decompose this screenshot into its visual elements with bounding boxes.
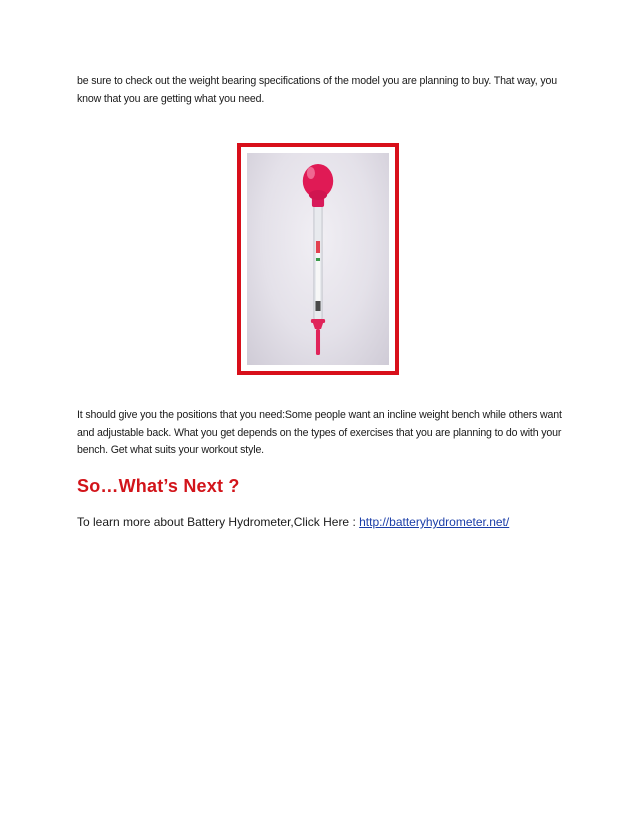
float-green-band — [316, 258, 320, 261]
product-image-frame — [237, 143, 399, 375]
intro-paragraph: be sure to check out the weight bearing specifications of the model you are planning to buy. That way, you know that you are getting what you need. — [77, 75, 557, 105]
section-heading: So…What’s Next ? — [77, 476, 240, 496]
bulb-neck — [309, 190, 327, 200]
product-image-mat — [241, 147, 395, 371]
float-dark-weight — [315, 301, 320, 311]
hydrometer-image — [247, 153, 389, 365]
nozzle-taper — [313, 323, 323, 329]
positions-paragraph: It should give you the positions that you need:Some people want an incline weight bench while others want and adjustable back. What you get depends on the types of exercises that you are planning to do with your bench. Get what suits your workout style. — [77, 409, 562, 456]
float-red-band — [316, 241, 320, 253]
website-link[interactable]: http://batteryhydrometer.net/ — [359, 515, 510, 529]
cta-text: To learn more about Battery Hydrometer,Click Here : — [77, 515, 360, 529]
nozzle-collar — [311, 319, 325, 323]
bulb-highlight — [307, 167, 315, 179]
call-to-action — [77, 514, 509, 530]
nozzle-tip — [316, 329, 320, 355]
